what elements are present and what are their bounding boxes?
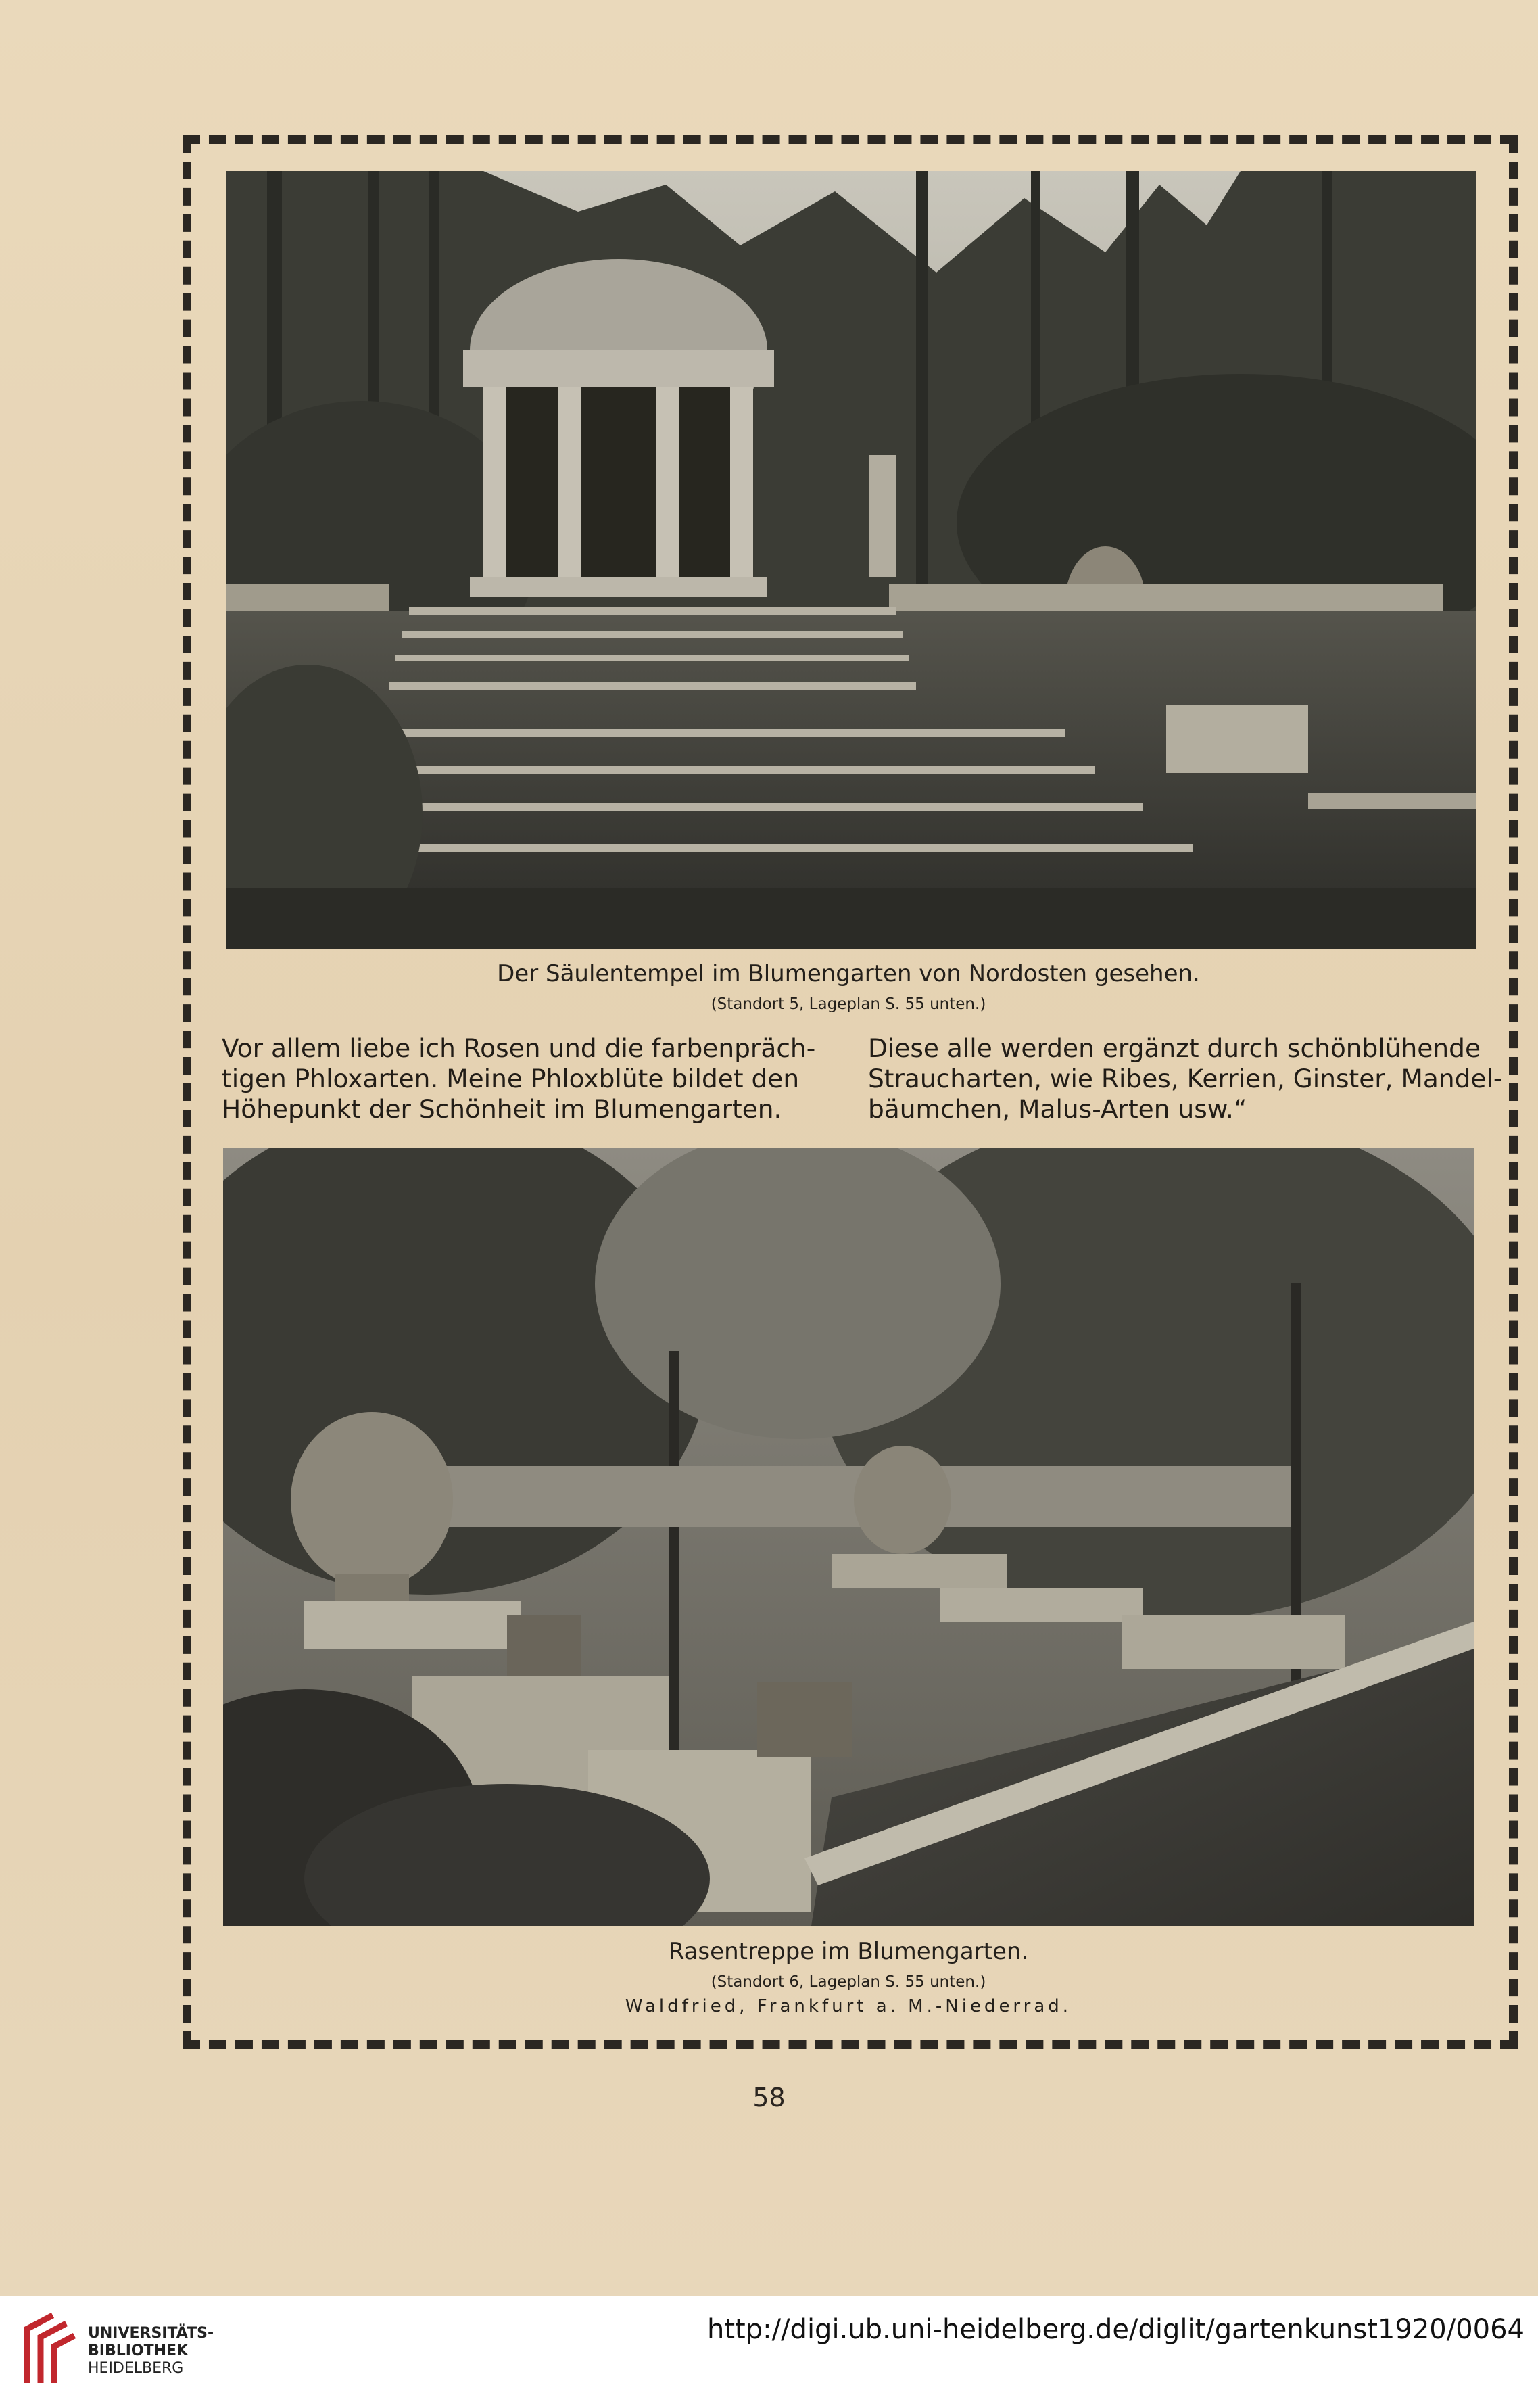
text-line: Straucharten, wie Ribes, Kerrien, Ginster, Mandel- xyxy=(868,1064,1503,1093)
text-line: Vor allem liebe ich Rosen und die farbenpräch- xyxy=(222,1033,816,1063)
text-line: Diese alle werden ergänzt durch schönblühende xyxy=(868,1033,1481,1063)
photo-saeulentempel xyxy=(226,171,1476,949)
logo-line: HEIDELBERG xyxy=(88,2360,184,2377)
logo-line: UNIVERSITÄTS- xyxy=(88,2325,214,2342)
library-footer xyxy=(0,2296,1538,2408)
figure-1-caption: Der Säulentempel im Blumengarten von Nordosten gesehen. xyxy=(497,960,1200,987)
text-line: bäumchen, Malus-Arten usw.“ xyxy=(868,1094,1247,1124)
figure-1-reference: (Standort 5, Lageplan S. 55 unten.) xyxy=(711,995,986,1013)
body-text-left-column xyxy=(222,1033,830,1125)
library-logo-text xyxy=(88,2325,214,2378)
logo-line: BIBLIOTHEK xyxy=(88,2342,189,2359)
figure-2-credit: Waldfried, Frankfurt a. M.-Niederrad. xyxy=(625,1996,1072,2016)
page-number: 58 xyxy=(752,2083,786,2112)
figure-2-reference: (Standort 6, Lageplan S. 55 unten.) xyxy=(711,1973,986,1991)
photo-rasentreppe xyxy=(223,1148,1474,1926)
figure-2-caption: Rasentreppe im Blumengarten. xyxy=(668,1938,1029,1965)
library-logo-icon xyxy=(19,2309,80,2390)
text-line: Höhepunkt der Schönheit im Blumengarten. xyxy=(222,1094,782,1124)
permalink-url[interactable]: http://digi.ub.uni-heidelberg.de/diglit/gartenkunst1920/0064 xyxy=(707,2314,1524,2345)
text-line: tigen Phloxarten. Meine Phloxblüte bildet den xyxy=(222,1064,800,1093)
body-text-right-column xyxy=(868,1033,1503,1125)
